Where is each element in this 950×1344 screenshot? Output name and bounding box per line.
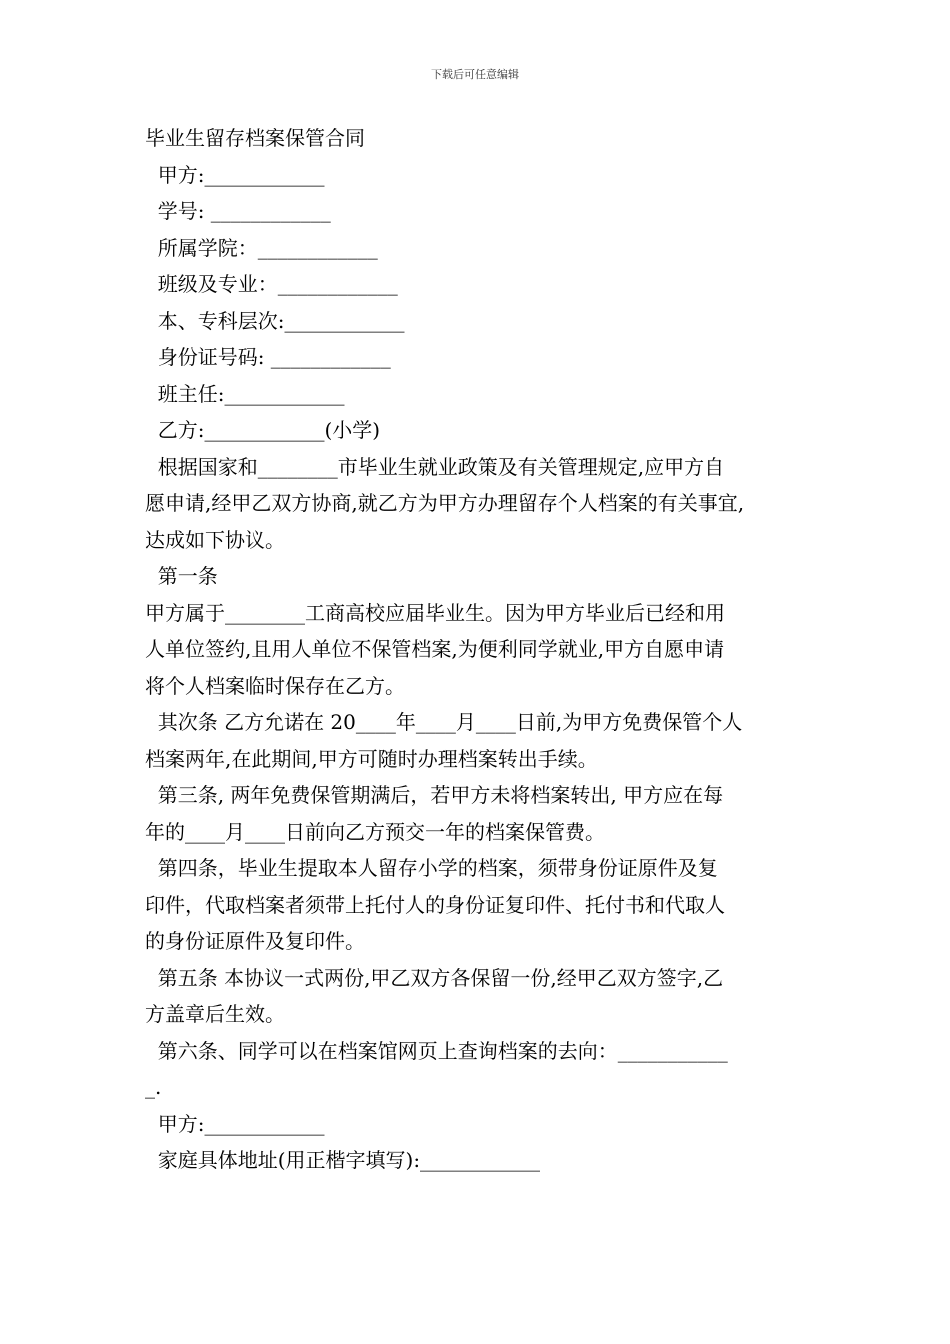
header-note: 下载后可任意编辑 <box>431 68 519 81</box>
head-teacher-line: 班主任:____________ <box>145 381 345 406</box>
article-3-line-1: 第三条, 两年免费保管期满后，若甲方未将档案转出, 甲方应在每 <box>145 783 724 807</box>
document-title: 毕业生留存档案保管合同 <box>145 126 365 150</box>
article-6-line-2: _. <box>145 1075 162 1099</box>
signature-party-a-line: 甲方:____________ <box>145 1111 325 1136</box>
article-5-line-1: 第五条 本协议一式两份,甲乙双方各保留一份,经甲乙双方签字,乙 <box>145 965 724 990</box>
article-3-line-2: 年的____月____日前向乙方预交一年的档案保管费。 <box>145 819 605 844</box>
article-5-line-2: 方盖章后生效。 <box>145 1002 285 1026</box>
article-1-line-2: 人单位签约,且用人单位不保管档案,为便利同学就业,甲方自愿申请 <box>145 637 725 661</box>
party-a-line: 甲方:____________ <box>145 162 325 187</box>
article-4-line-1: 第四条，毕业生提取本人留存小学的档案，须带身份证原件及复 <box>145 856 718 880</box>
degree-level-line: 本、专科层次:____________ <box>145 308 405 333</box>
preamble-line-2: 愿申请,经甲乙双方协商,就乙方为甲方办理留存个人档案的有关事宜, <box>145 491 745 515</box>
document-body <box>145 120 815 1179</box>
preamble-line-3: 达成如下协议。 <box>145 527 285 552</box>
article-2-line-2: 档案两年,在此期间,甲方可随时办理档案转出手续。 <box>145 746 598 771</box>
article-1-line-1: 甲方属于________工商高校应届毕业生。因为甲方毕业后已经和用 <box>145 600 725 625</box>
preamble-line-1: 根据国家和________市毕业生就业政策及有关管理规定,应甲方自 <box>145 454 725 479</box>
article-1-heading: 第一条 <box>145 564 218 588</box>
article-6-line-1: 第六条、同学可以在档案馆网页上查询档案的去向：___________ <box>145 1038 728 1063</box>
article-4-line-2: 印件，代取档案者须带上托付人的身份证复印件、托付书和代取人 <box>145 892 725 917</box>
college-line: 所属学院：____________ <box>145 235 378 260</box>
article-1-line-3: 将个人档案临时保存在乙方。 <box>145 673 405 698</box>
student-id-line: 学号: ____________ <box>145 199 331 223</box>
article-2-line-1: 其次条 乙方允诺在 20____年____月____日前,为甲方免费保管个人 <box>145 710 743 734</box>
id-number-line: 身份证号码: ____________ <box>145 345 391 369</box>
class-major-line: 班级及专业：____________ <box>145 272 398 296</box>
party-b-line: 乙方:____________(小学) <box>145 418 381 442</box>
article-4-line-3: 的身份证原件及复印件。 <box>145 929 365 953</box>
home-address-line: 家庭具体地址(用正楷字填写):____________ <box>145 1148 541 1172</box>
